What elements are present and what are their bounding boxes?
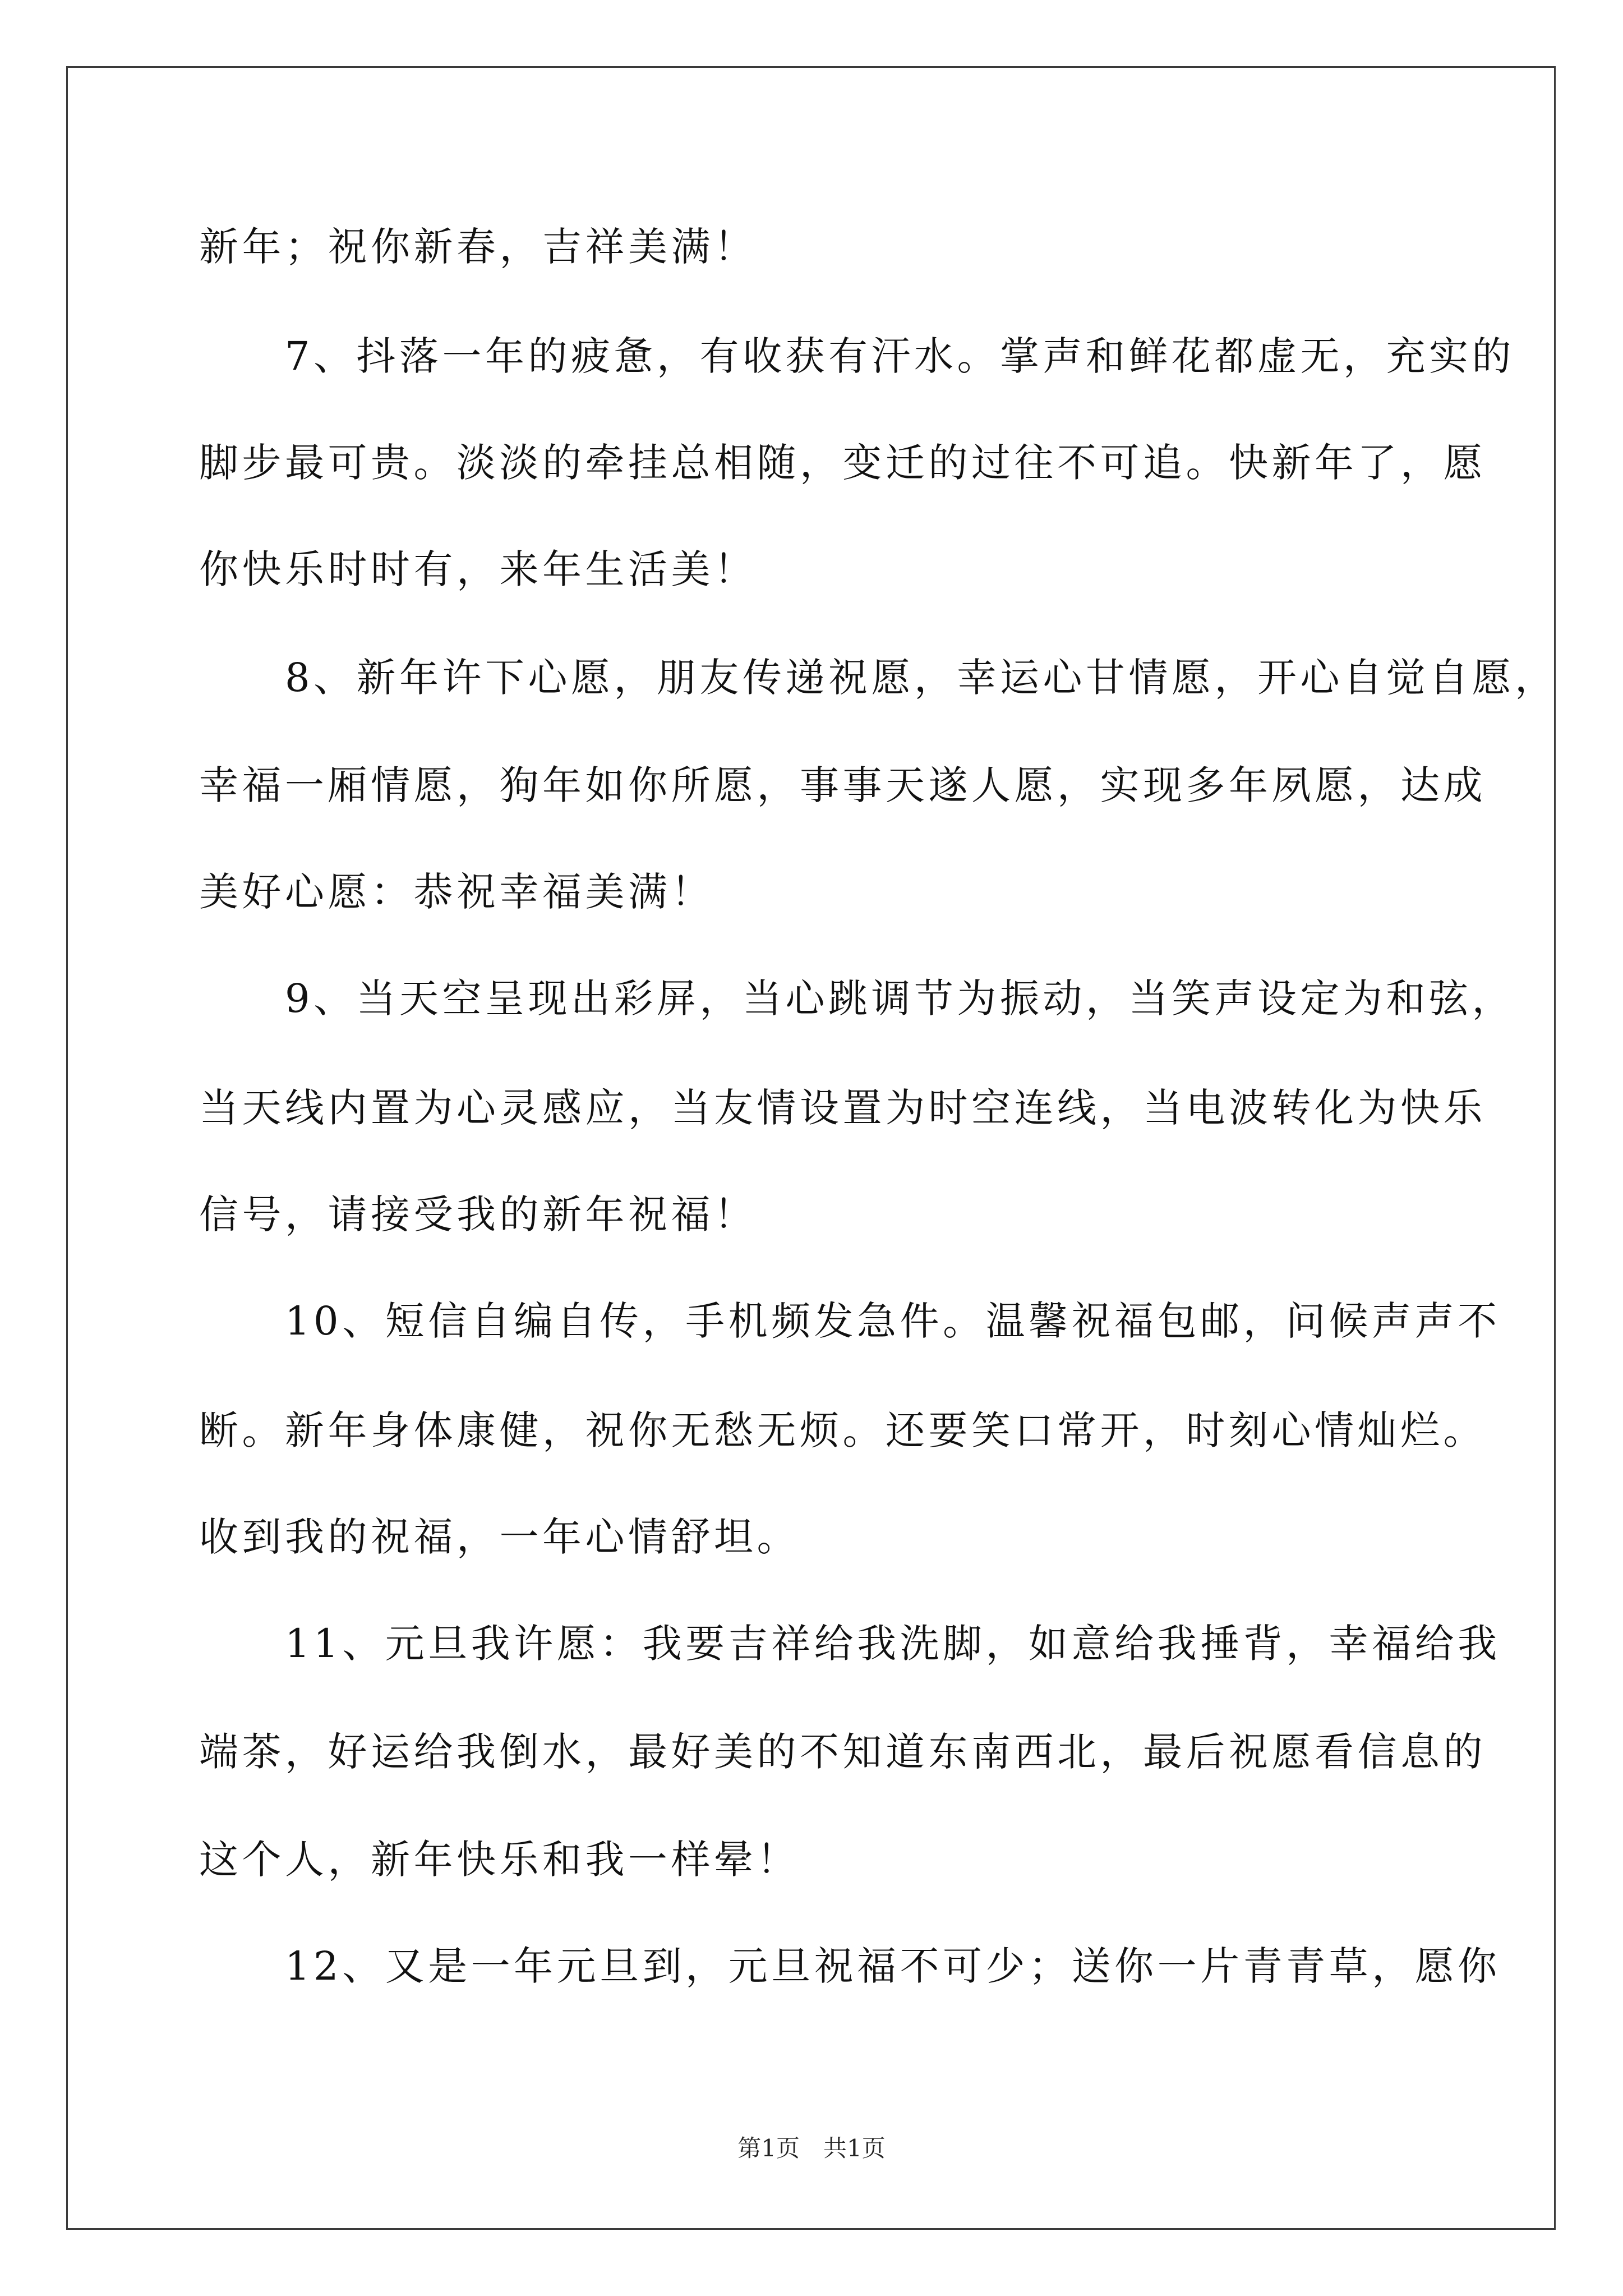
text-line: 11、元旦我许愿：我要吉祥给我洗脚，如意给我捶背，幸福给我 (199, 1621, 1501, 1667)
text-line: 收到我的祝福，一年心情舒坦。 (199, 1514, 800, 1560)
text-line: 信号，请接受我的新年祝福！ (199, 1191, 757, 1237)
text-line: 8、新年许下心愿，朋友传递祝愿，幸运心甘情愿，开心自觉自愿， (199, 655, 1558, 701)
text-line: 幸福一厢情愿，狗年如你所愿，事事天遂人愿，实现多年夙愿，达成 (199, 762, 1486, 808)
text-line: 10、短信自编自传，手机频发急件。温馨祝福包邮，问候声声不 (199, 1298, 1501, 1344)
text-line: 脚步最可贵。淡淡的牵挂总相随，变迁的过往不可追。快新年了，愿 (199, 440, 1486, 486)
text-line: 7、抖落一年的疲惫，有收获有汗水。掌声和鲜花都虚无，充实的 (199, 333, 1515, 379)
text-line: 这个人，新年快乐和我一样晕！ (199, 1837, 800, 1883)
text-line: 当天线内置为心灵感应，当友情设置为时空连线，当电波转化为快乐 (199, 1085, 1486, 1131)
text-line: 端茶，好运给我倒水，最好美的不知道东南西北，最后祝愿看信息的 (199, 1729, 1486, 1775)
text-line: 断。新年身体康健，祝你无愁无烦。还要笑口常开，时刻心情灿烂。 (199, 1407, 1486, 1453)
page-border (66, 66, 1556, 2230)
text-line: 12、又是一年元旦到，元旦祝福不可少；送你一片青青草，愿你 (199, 1943, 1501, 1989)
text-line: 你快乐时时有，来年生活美！ (199, 546, 757, 592)
text-line: 9、当天空呈现出彩屏，当心跳调节为振动，当笑声设定为和弦， (199, 976, 1515, 1022)
text-line: 美好心愿：恭祝幸福美满！ (199, 869, 714, 915)
text-line: 新年；祝你新春，吉祥美满！ (199, 224, 757, 270)
page-number-footer: 第1页 共1页 (737, 2134, 886, 2162)
